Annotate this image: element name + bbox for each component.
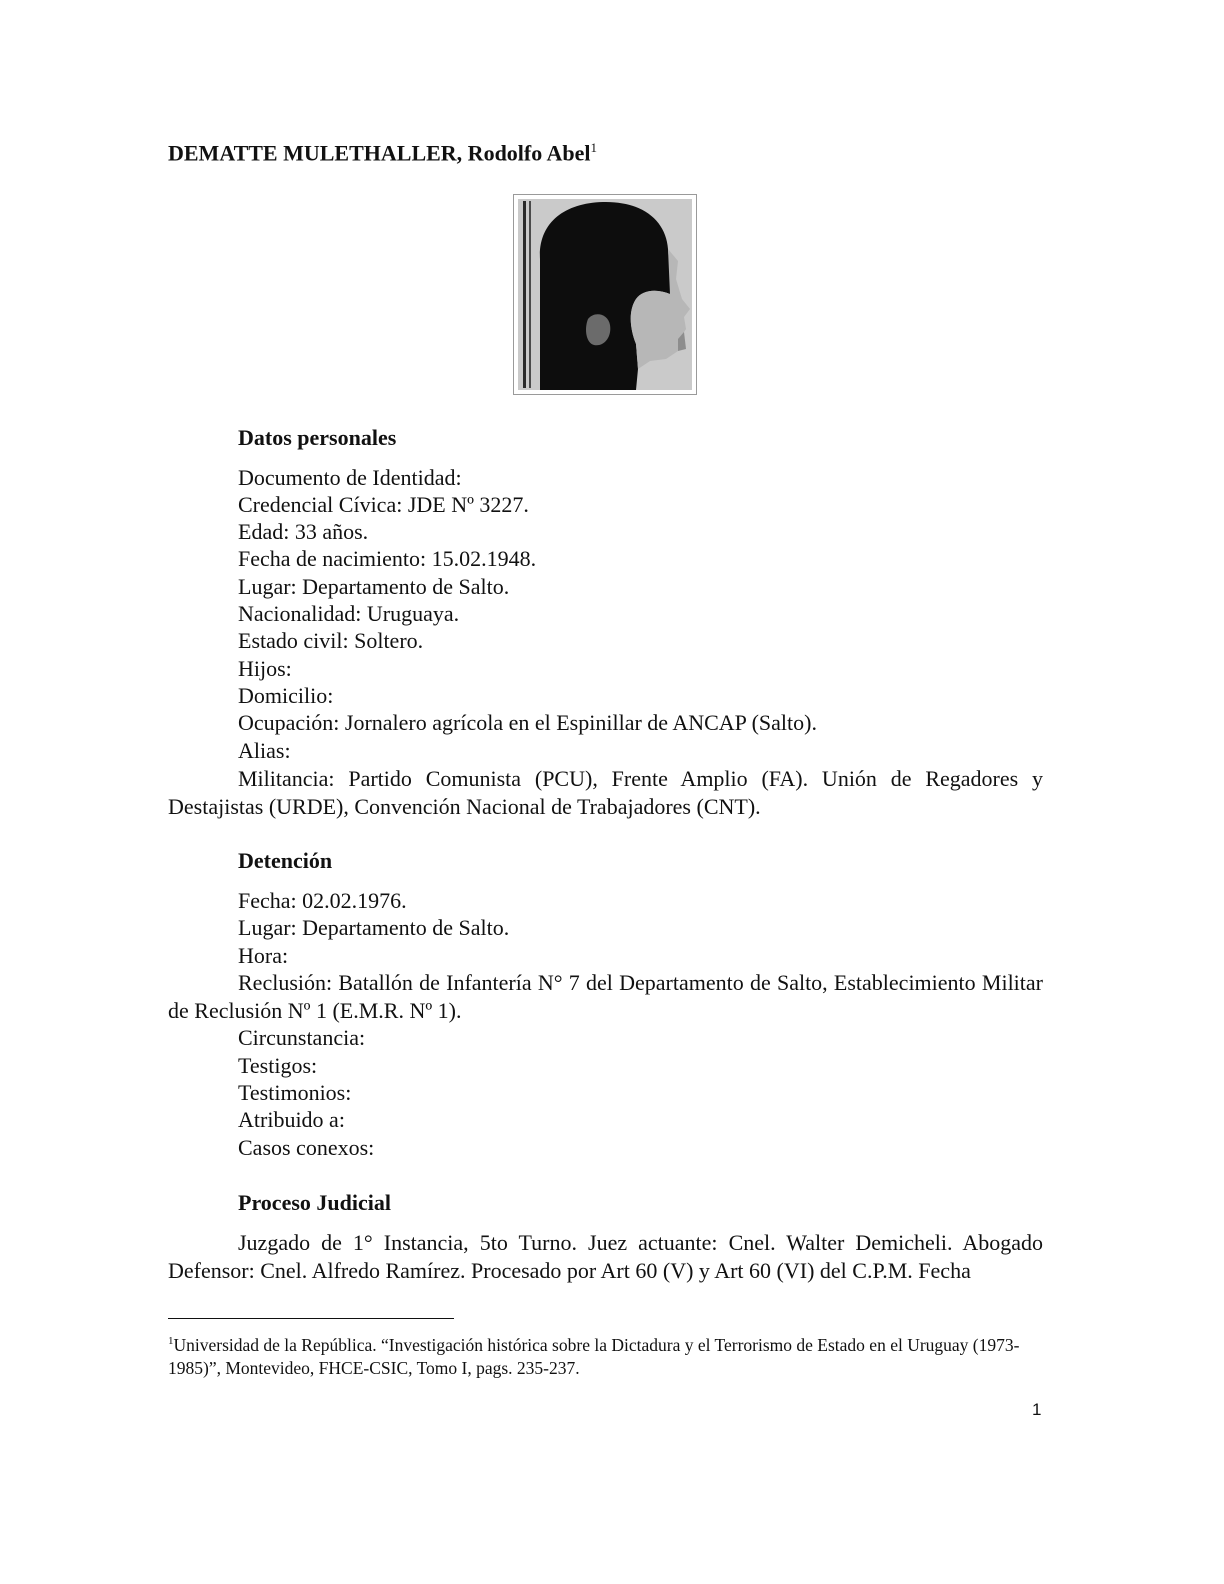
portrait-profile-image [518,199,692,390]
field-reclusion: Reclusión: Batallón de Infantería N° 7 del Departamento de Salto, Establecimiento Militar de Reclusión Nº 1 (E.M.R. Nº 1). [168,970,1043,1023]
field-nacionalidad: Nacionalidad: Uruguaya. [238,601,460,626]
field-documento: Documento de Identidad: [238,465,462,490]
judicial-paragraph: Juzgado de 1° Instancia, 5to Turno. Juez actuante: Cnel. Walter Demicheli. Abogado Defensor: Cnel. Alfredo Ramírez. Procesado por Art 60 (V) y Art 60 (VI) del C.P.M. Fecha [168,1230,1043,1283]
footnote-separator [168,1318,454,1319]
footnote-text: Universidad de la República. “Investigación histórica sobre la Dictadura y el Terrorismo de Estado en el Uruguay (1973-1985)”, Montevideo, FHCE-CSIC, Tomo I, pags. 235-237. [168,1334,1020,1378]
field-lugar-detencion: Lugar: Departamento de Salto. [238,915,510,940]
field-fecha-nacimiento: Fecha de nacimiento: 15.02.1948. [238,546,537,571]
field-ocupacion: Ocupación: Jornalero agrícola en el Espinillar de ANCAP (Salto). [238,710,817,735]
document-title [168,140,597,166]
field-testigos: Testigos: [238,1053,318,1078]
footnote-reference: 1 [590,140,598,155]
field-domicilio: Domicilio: [238,683,334,708]
field-circunstancia: Circunstancia: [238,1025,366,1050]
field-credencial: Credencial Cívica: JDE Nº 3227. [238,492,529,517]
footnote-marker: 1 [168,1335,174,1347]
field-casos-conexos: Casos conexos: [238,1135,375,1160]
field-fecha-detencion: Fecha: 02.02.1976. [238,888,407,913]
field-testimonios: Testimonios: [238,1080,352,1105]
field-alias: Alias: [238,738,291,763]
portrait-photo [513,194,697,395]
field-hijos: Hijos: [238,656,292,681]
section-heading-detencion: Detención [238,848,333,873]
section-heading-datos-personales: Datos personales [238,425,397,450]
section-heading-proceso-judicial: Proceso Judicial [238,1190,391,1215]
field-estado-civil: Estado civil: Soltero. [238,628,424,653]
footnote [168,1330,1043,1380]
field-lugar: Lugar: Departamento de Salto. [238,574,510,599]
page-number: 1 [1032,1400,1042,1419]
person-name: DEMATTE MULETHALLER, Rodolfo Abel [168,140,591,166]
field-hora: Hora: [238,943,289,968]
field-militancia: Militancia: Partido Comunista (PCU), Frente Amplio (FA). Unión de Regadores y Destajistas (URDE), Convención Nacional de Trabajadores (CNT). [168,766,1043,819]
field-atribuido: Atribuido a: [238,1107,345,1132]
field-edad: Edad: 33 años. [238,519,369,544]
